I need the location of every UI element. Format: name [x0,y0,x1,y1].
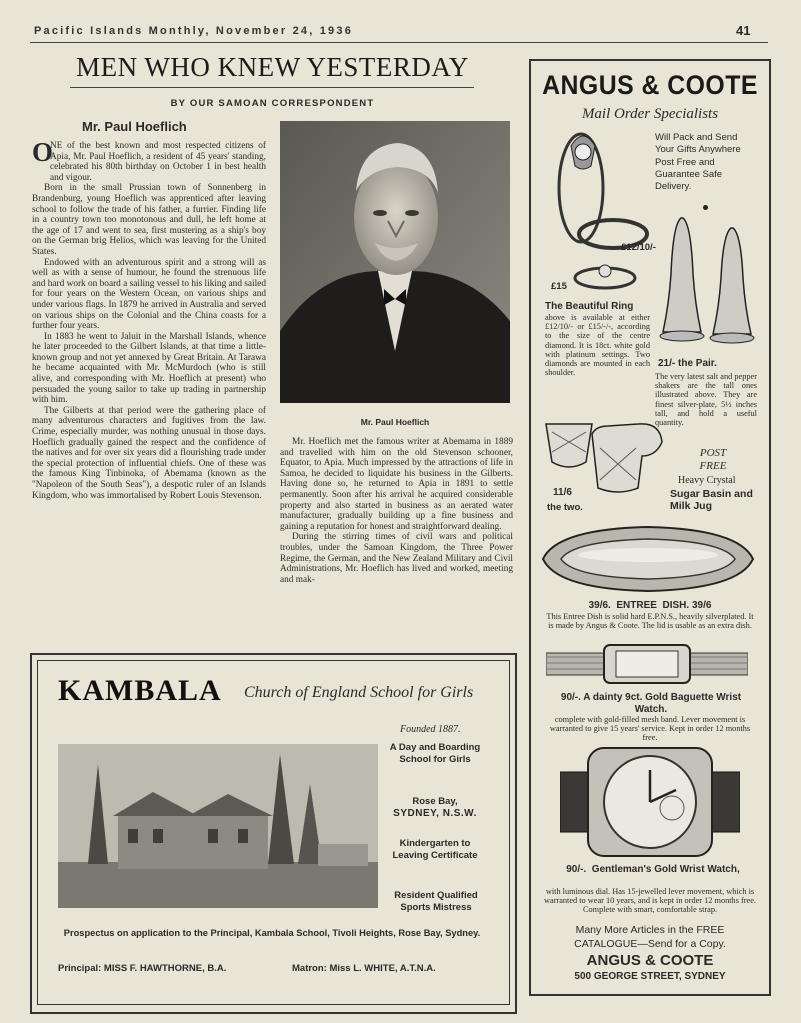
article-subtitle: Mr. Paul Hoeflich [82,119,187,134]
kambala-tagline: Church of England School for Girls [244,684,474,701]
entree-dish-illustration [537,519,759,595]
jug-heavy: Heavy Crystal [678,475,736,486]
post-free: POST FREE [699,447,727,472]
bullet-icon [703,205,708,210]
jug-title: Sugar Basin and Milk Jug [670,488,753,512]
kambala-founded: Founded 1887. [400,724,461,735]
ring-price-2: £15 [551,281,567,292]
shaker-illustration [657,214,757,354]
watch2-description: with luminous dial. Has 15-jewelled lever movement, which is warranted to wear 10 years, and is kept in order 12 months free. Complete with smart, comfortable strap. [544,887,756,915]
kambala-location-1: Rose Bay, [412,796,458,807]
angus-address: 500 GEORGE STREET, SYDNEY [574,971,726,982]
paragraph: Endowed with an adventurous spirit and a strong will as well as with a sense of humour, he found the strenuous life and hard work on board a sailing vessel to his liking and sailed for four years on the Western Ocean, on various ships and under various flags. In 1879 he arrived in Australia and served on various ships on the Colonial and the China coasts for a further four years. [32,257,266,332]
watch2-title: 90/-. Gentleman's Gold Wrist Watch, [566,864,740,875]
kambala-location-2: SYDNEY, N.S.W. [393,808,477,819]
catalogue-line-1: Many More Articles in the FREE [575,924,725,936]
ring-description: above is available at either £12/10/- or £15/-/-, according to the size of the centre diamond. It is 18ct. white gold with platinum settings. Two diamonds are mounted in each shoulder. [545,313,650,378]
paragraph: Mr. Hoeflich met the famous writer at Abemama in 1889 and travelled with him on the old Stevenson schooner, Equator, to Apia. Much impressed by the attractions of life in Samoa, he decided to liquidate his business in the Gilberts. Having done so, he returned to Apia in 1891 to settle permanently. Soon after his arrival he acquired considerable property and also started in business as an aerated water manufacturer, gradually building up a fine business and gaining a reputation for honest and straightforward dealing. [280,437,513,532]
article-column-right [280,437,513,585]
dish-description: This Entree Dish is solid hard E.P.N.S., heavily silverplated. It is made by Angus & Coote. The lid is usable as an extra dish. [546,612,754,631]
dish-title: 39/6. ENTREE DISH. 39/6 [588,600,712,611]
publication-title: Pacific Islands Monthly, November 24, 1936 [34,25,354,37]
school-illustration [58,744,378,908]
kambala-name: KAMBALA [58,674,222,707]
jug-illustration [542,412,670,496]
school-photo [58,744,378,908]
angus-intro: Will Pack and Send Your Gifts Anywhere Post Free and Guarantee Safe Delivery. [655,132,741,193]
watch1-description: complete with gold-filled mesh band. Lever movement is warranted to give 15 years' service. Kept in order 12 months free. [549,715,751,743]
angus-brand: ANGUS & COOTE [542,70,758,100]
portrait-illustration [280,121,510,403]
paragraph: In 1883 he went to Jaluit in the Marshall Islands, whence he later proceeded to the Gilbert Islands, at that time a little-known group and not yet annexed by Great Britain. At Tarawa he became acquainted with Mr. McMurdoch (who is still alive, and corresponding with Mr. Hoeflich at present) who persuaded the young sailor to take up trading in partnership with him. [32,331,266,406]
jug-price-note: the two. [547,502,583,513]
paragraph: The Gilberts at that period were the gathering place of many adventurous characters and fugitives from the law. Crime, especially murder, was nothing unusual in those days. Hoeflich gradually gained the respect and the confidence of the natives and for over six years did a flourishing trade under the special protection of influential chiefs. One of these was the famous King Tinbinoka, of Abemama (known as the "Napoleon of the South Seas"), a despotic ruler of an Islands Kingdom, who was immortalised by Robert Louis Stevenson. [32,405,266,501]
angus-brand-footer: ANGUS & COOTE [586,952,714,969]
paragraph: Born in the small Prussian town of Sonnenberg in Brandenburg, young Hoeflich was apprenticed after leaving school to follow the trade of his father, a furrier. Finding life in a country town too monotonous and dull, he left home at the age of 17 and went to sea, first mustering as a ship's boy on the German brig Helios, which was leaving for the United States. [32,183,266,257]
catalogue-line-2: CATALOGUE—Send for a Copy. [574,938,726,950]
gents-watch-illustration [560,744,740,860]
running-header [34,25,764,37]
ring-illustration [543,126,658,296]
title-rule [70,87,474,88]
article-title: MEN WHO KNEW YESTERDAY [76,52,469,82]
page-number: 41 [736,23,751,38]
article-byline: BY OUR SAMOAN CORRESPONDENT [170,98,375,109]
shaker-description: The very latest salt and pepper shakers are the tall ones illustrated above. They are finest silver-plate, 5½ inches tall, and hold a useful quantity. [655,372,757,428]
paragraph: NE of the best known and most respected citizens of Apia, Mr. Paul Hoeflich, a resident of 45 years' standing, celebrated his 80th birthday on October 1 in best health and vigour. [50,141,266,183]
paragraph: During the stirring times of civil wars and political troubles, under the Samoan Kingdom, the Three Power Regime, the German, and the New Zealand Military and Civil Administrations, Mr. Hoeflich has lived and worked, meeting and mak- [280,532,513,585]
baguette-watch-illustration [546,641,748,687]
angus-subtitle: Mail Order Specialists [581,106,719,122]
kambala-sports: Resident Qualified Sports Mistress [394,890,478,913]
shaker-price: 21/- the Pair. [658,358,717,369]
ring-price-1: £12/10/- [621,242,656,253]
watch1-title: 90/-. A dainty 9ct. Gold Baguette Wrist Watch. [560,692,742,715]
kambala-prospectus: Prospectus on application to the Principal, Kambala School, Tivoli Heights, Rose Bay, Sydney. [63,928,481,938]
photo-caption: Mr. Paul Hoeflich [360,417,430,427]
header-rule [30,42,768,43]
portrait-photo [280,121,510,403]
kambala-matron: Matron: Miss L. WHITE, A.T.N.A. [292,963,436,974]
ring-title: The Beautiful Ring [545,301,634,312]
kambala-kindergarten: Kindergarten to Leaving Certificate [392,838,478,861]
article-column-left [32,137,266,501]
kambala-principal: Principal: MISS F. HAWTHORNE, B.A. [58,963,227,974]
kambala-description: A Day and Boarding School for Girls [389,742,481,765]
jug-price: 11/6 [553,487,572,498]
dropcap: O [32,137,54,167]
